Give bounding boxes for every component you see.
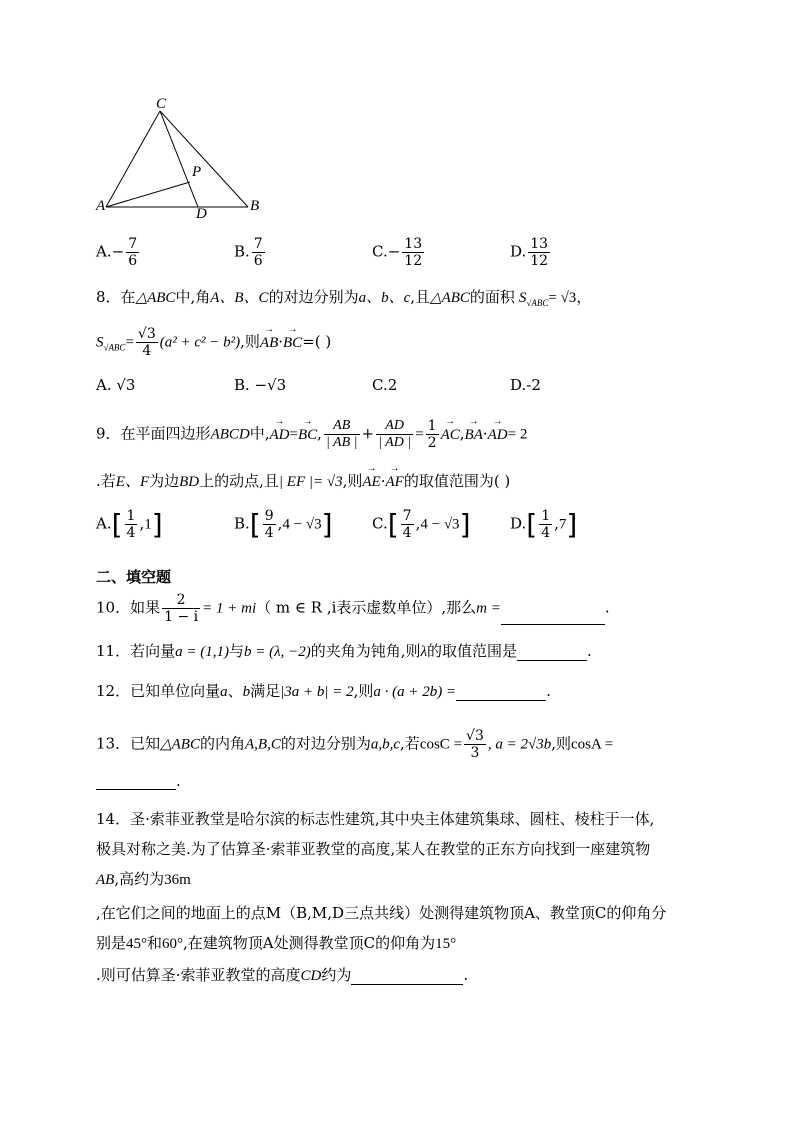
triangle-name: △ABC xyxy=(135,290,176,306)
stem-text: ,在建筑物顶A处测得教堂顶C的仰角为 xyxy=(183,934,436,952)
stem-text: 的对边分别为 xyxy=(268,288,359,306)
option-letter: D. xyxy=(510,242,527,261)
side-relation: , a = 2√3b xyxy=(487,736,552,753)
frac-num: 9 xyxy=(264,508,274,524)
angles-value: 45°和60° xyxy=(126,936,184,952)
label-p: P xyxy=(192,164,202,180)
vector-ad: → AD xyxy=(270,427,290,444)
q13-stem xyxy=(96,728,613,761)
quadrilateral-name: ABCD xyxy=(210,426,250,443)
q8-option-c[interactable]: C.2 xyxy=(372,376,398,394)
frac-den: 4 xyxy=(402,525,412,541)
q9-option-d[interactable]: D.[ $\frac{1}{4}$ ,7] xyxy=(510,507,578,541)
triangle-name: △ABC xyxy=(430,290,470,306)
area-subscript: √ABC xyxy=(526,298,549,308)
punct: ， xyxy=(576,288,592,306)
q9-stem-line1: 9．在平面四边形ABCD中,→ AD=→ BC, $\frac{AB}{| AB |}$ + $\frac{AD}{| AD |}$ = $\frac{1}{2}$ → AC,→ BA·→ AD= 2 xyxy=(96,418,527,451)
stem-text: 的取值范围是 xyxy=(427,642,518,660)
q7-option-d[interactable] xyxy=(510,236,552,269)
area-value: = √3 xyxy=(548,290,577,306)
sides: a、b、c xyxy=(358,290,411,306)
building-ab: AB xyxy=(96,872,115,888)
stem-text: ,且 xyxy=(410,288,431,306)
q9-option-c[interactable]: C.[ $\frac{7}{4}$ ,4 − √3] xyxy=(372,507,471,541)
stem-text: 的夹角为钝角,则 xyxy=(310,642,421,660)
vector-a: a xyxy=(220,684,228,700)
question-number: 10． xyxy=(96,598,131,617)
stem-text: 与 xyxy=(228,642,244,660)
option-letter: C. xyxy=(372,242,388,261)
stem-text: （ m ∈ R ,i表示虚数单位）,那么 xyxy=(256,598,477,617)
sides: a,b,c xyxy=(370,736,401,753)
option-letter: B. xyxy=(234,242,250,261)
frac-num: 1 xyxy=(126,508,136,524)
stem-text: ,若 xyxy=(400,734,420,753)
q10-stem xyxy=(96,592,610,625)
label-b: B xyxy=(250,198,260,214)
option-num: 7 xyxy=(253,236,263,252)
option-num: 7 xyxy=(128,236,138,252)
height-value: 36m xyxy=(164,872,191,888)
q8-stem-line1 xyxy=(96,286,591,308)
frac-den: 4 xyxy=(126,525,136,541)
vector-b: b = (λ, −2) xyxy=(244,644,311,660)
q9-option-a[interactable]: A.[ $\frac{1}{4}$ ,1] xyxy=(96,507,163,541)
stem-text: 别是 xyxy=(96,934,127,952)
equals: = xyxy=(125,334,134,351)
question-number: 12． xyxy=(96,682,131,700)
frac-den: 1 − i xyxy=(164,609,199,625)
stem-text: 已知单位向量 xyxy=(130,682,221,700)
plus: + xyxy=(361,424,375,443)
q11-stem xyxy=(96,640,592,661)
stem-text: ,高约为 xyxy=(114,870,165,888)
answer-blank[interactable] xyxy=(501,624,605,625)
frac-den: | AD | xyxy=(378,435,412,450)
punct: 、 xyxy=(227,682,243,700)
q14-line5 xyxy=(96,932,456,953)
triangle-figure xyxy=(90,95,270,225)
area-symbol: S xyxy=(96,334,104,351)
option-letter: B. xyxy=(234,514,250,533)
answer-blank[interactable] xyxy=(456,700,546,701)
lambda: λ xyxy=(420,644,428,660)
punct: . xyxy=(176,772,181,790)
vector-b: b xyxy=(242,684,251,700)
stem-text: .则可估算圣·索菲亚教堂的高度 xyxy=(96,966,301,984)
q7-option-a[interactable] xyxy=(96,236,141,269)
q7-option-b[interactable] xyxy=(234,236,267,269)
frac-den: 4 xyxy=(264,525,274,541)
length-condition: | EF |= √3 xyxy=(278,474,343,490)
option-num: 13 xyxy=(404,236,423,252)
punct: , xyxy=(317,424,322,443)
frac-num: 1 xyxy=(427,418,437,434)
vector-ad: → AD xyxy=(488,427,508,444)
cathedral-cd: CD xyxy=(300,968,322,984)
punct: . xyxy=(604,598,610,617)
option-letter: D. xyxy=(510,514,527,533)
option-den: 6 xyxy=(128,253,138,269)
stem-text: 已知 xyxy=(130,734,161,753)
option-letter: C. xyxy=(372,514,388,533)
stem-text: 的对边分别为 xyxy=(280,734,371,753)
punct: , xyxy=(459,424,465,443)
stem-text: 的取值范围为( ) xyxy=(403,472,511,490)
q14-line6 xyxy=(96,964,468,985)
condition: |3a + b| = 2 xyxy=(280,684,354,700)
stem-text: 中, xyxy=(249,424,270,443)
label-a: A xyxy=(96,198,106,214)
triangle-name: △ABC xyxy=(160,736,200,753)
option-letter: A. xyxy=(96,514,112,533)
cos-a: cosA = xyxy=(571,736,614,753)
angle-value: 15° xyxy=(435,936,457,952)
stem-text: ,则 xyxy=(342,472,363,490)
vector-af: → AF xyxy=(385,474,403,491)
answer-paren: =( ) xyxy=(302,332,332,351)
stem-text: 中,角 xyxy=(175,288,211,306)
vector-ae: → AE xyxy=(362,474,380,491)
option-den: 12 xyxy=(404,253,423,269)
frac-den: 4 xyxy=(142,343,152,359)
stem-text: ,则 xyxy=(353,682,374,700)
q13-answer-line xyxy=(96,772,181,790)
stem-text: ,则 xyxy=(240,332,260,351)
option-num: 13 xyxy=(530,236,549,252)
answer-blank[interactable] xyxy=(96,775,176,790)
option-den: 6 xyxy=(253,253,263,269)
section-title: 二、填空题 xyxy=(96,568,172,586)
q14-line2: 极具对称之美.为了估算圣·索菲亚教堂的高度,某人在教堂的正东方向找到一座建筑物 xyxy=(96,840,651,858)
q7-option-c[interactable] xyxy=(372,236,426,269)
interval-right: 1 xyxy=(144,516,152,533)
area-expression: (a² + c² − b²) xyxy=(159,334,241,351)
frac-den: | AB | xyxy=(325,435,358,450)
stem-text: 在 xyxy=(120,288,136,306)
points: E、F xyxy=(115,474,150,490)
area-subscript: √ABC xyxy=(103,342,126,353)
q12-stem xyxy=(96,680,551,701)
interval-right: 4 − √3 xyxy=(420,516,460,533)
stem-text: 的面积 xyxy=(469,288,515,306)
question-number: 13． xyxy=(96,734,131,753)
q9-option-b[interactable]: B.[ $\frac{9}{4}$ ,4 − √3] xyxy=(234,507,333,541)
answer-blank[interactable] xyxy=(351,984,463,985)
segment-ap xyxy=(106,182,190,207)
dot-operator: · xyxy=(278,332,284,351)
vector-bc: → BC xyxy=(298,427,317,444)
option-sign: − xyxy=(387,242,401,261)
edge-cb xyxy=(160,111,248,207)
stem-text: 满足 xyxy=(250,682,281,700)
vector-a: a = (1,1) xyxy=(175,644,229,660)
interval-right: 4 − √3 xyxy=(282,516,322,533)
equals-value: = 2 xyxy=(507,426,528,443)
q14-line3 xyxy=(96,868,191,889)
vector-ac: → AC xyxy=(441,427,460,444)
option-den: 12 xyxy=(530,253,549,269)
vertices: A、B、C xyxy=(210,290,269,306)
vector-ba: → BA xyxy=(465,427,483,444)
stem-text: ,则 xyxy=(551,734,571,753)
question-number: 9． xyxy=(96,424,121,443)
equation-rhs: = 1 + mi xyxy=(202,600,257,617)
frac-den: 2 xyxy=(427,435,437,451)
segment-cd xyxy=(160,111,198,207)
option-sign: − xyxy=(111,242,125,261)
expression: a · (a + 2b) = xyxy=(373,684,457,700)
q14-line4: ,在它们之间的地面上的点M（B,M,D三点共线）处测得建筑物顶A、教堂顶C的仰角分 xyxy=(96,904,667,922)
question-number: 11． xyxy=(96,642,131,660)
label-c: C xyxy=(156,96,167,112)
option-letter: A. xyxy=(96,242,112,261)
frac-num: 1 xyxy=(541,508,551,524)
angles: A,B,C xyxy=(245,736,281,753)
area-symbol: S xyxy=(518,290,527,306)
cos-c: cosC = xyxy=(419,736,463,753)
frac-num: AB xyxy=(324,418,360,435)
interval-right: 7 xyxy=(558,516,567,533)
answer-blank[interactable] xyxy=(517,660,587,661)
stem-text: 在平面四边形 xyxy=(120,424,211,443)
stem-text: 若向量 xyxy=(130,642,176,660)
stem-text: 约为 xyxy=(321,966,352,984)
equals: = xyxy=(289,426,298,443)
frac-num: AD xyxy=(376,418,413,435)
label-d: D xyxy=(196,206,207,222)
stem-text: .若 xyxy=(96,472,116,490)
question-number: 8． xyxy=(96,288,121,306)
stem-text: 为边 xyxy=(149,472,180,490)
punct: . xyxy=(463,966,469,984)
frac-num: 2 xyxy=(162,592,200,609)
frac-num: 7 xyxy=(402,508,412,524)
q8-option-b[interactable]: B. −√3 xyxy=(234,376,287,394)
frac-num: √3 xyxy=(137,326,156,342)
frac-num: √3 xyxy=(466,728,484,744)
q8-option-a[interactable]: A. √3 xyxy=(96,376,136,394)
vector-bc: → BC xyxy=(283,335,302,352)
q14-line1: 14．圣·索菲亚教堂是哈尔滨的标志性建筑,其中央主体建筑集球、圆柱、棱柱于一体, xyxy=(96,810,655,828)
frac-den: 4 xyxy=(541,525,551,541)
stem-text: 的内角 xyxy=(199,734,245,753)
q9-stem-line2: .若E、F为边BD上的动点,且| EF |= √3,则→ AE·→ AF的取值范围为( ) xyxy=(96,470,510,491)
q8-option-d[interactable]: D.-2 xyxy=(510,376,541,394)
stem-text: 如果 xyxy=(130,598,161,617)
stem-text: 上的动点,且 xyxy=(199,472,279,490)
q8-stem-line2 xyxy=(96,326,331,359)
edge-ac xyxy=(106,111,160,207)
vector-ab: → AB xyxy=(260,335,278,352)
frac-den: 3 xyxy=(470,745,480,761)
punct: . xyxy=(546,682,551,700)
m-equals: m = xyxy=(476,600,501,617)
punct: . xyxy=(587,642,592,660)
segment-name: BD xyxy=(179,474,200,490)
